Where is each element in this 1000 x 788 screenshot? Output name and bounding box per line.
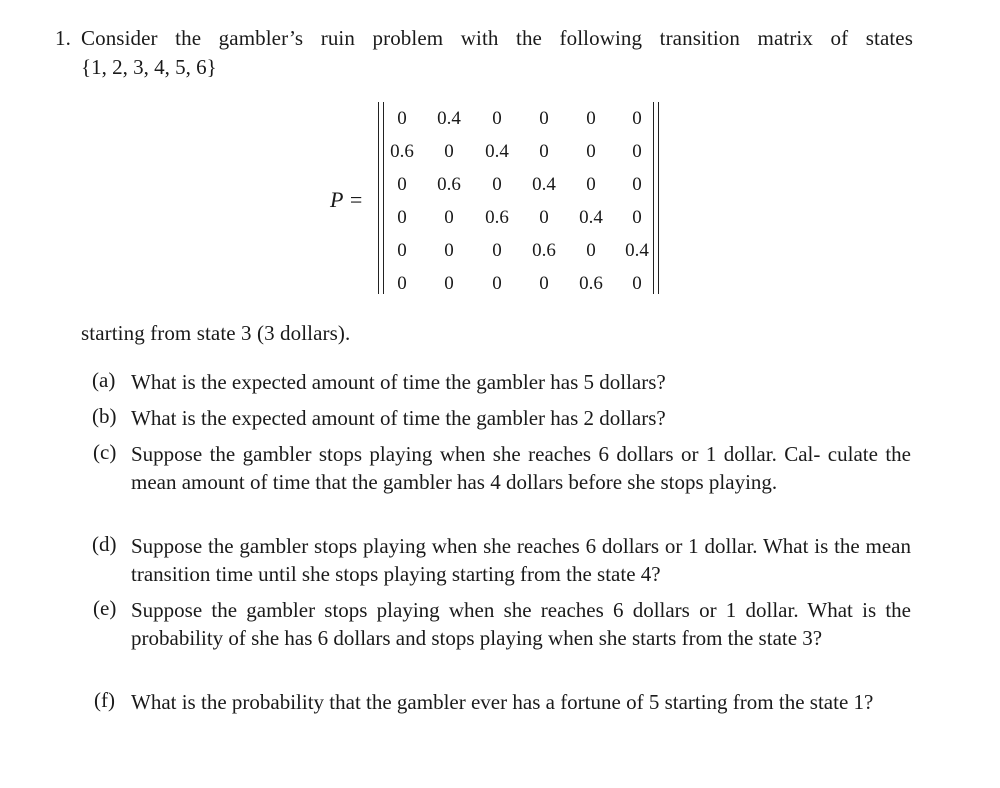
matrix-left-bar	[378, 102, 384, 294]
starting-text: starting from state 3 (3 dollars).	[81, 321, 351, 345]
matrix-cell: 0	[492, 240, 502, 261]
matrix-cell: 0	[539, 108, 549, 129]
matrix-cell: 0.6	[485, 207, 509, 228]
item-b-text: What is the expected amount of time the gambler has 2 dollars?	[131, 406, 666, 430]
item-a-label: (a)	[92, 368, 116, 392]
matrix-cell: 0	[539, 141, 549, 162]
matrix-cell: 0.4	[532, 174, 556, 195]
matrix-cell: 0	[632, 141, 642, 162]
matrix-cell: 0	[492, 174, 502, 195]
item-f-label: (f)	[94, 688, 115, 712]
matrix-cell: 0	[444, 141, 454, 162]
matrix-cell: 0	[586, 174, 596, 195]
item-a-text: What is the expected amount of time the gambler has 5 dollars?	[131, 370, 666, 394]
matrix-cell: 0	[632, 273, 642, 294]
item-d-label: (d)	[92, 532, 117, 556]
item-d-text: Suppose the gambler stops playing when she reaches 6 dollars or 1 dollar. What is the mean transition time until she stops playing starting from the state 4?	[131, 534, 911, 586]
matrix-cell: 0	[586, 141, 596, 162]
matrix-cell: 0	[586, 108, 596, 129]
problem-intro: Consider the gambler’s ruin problem with the following transition matrix of states	[81, 26, 913, 50]
matrix-cell: 0.6	[532, 240, 556, 261]
matrix-cell: 0	[492, 108, 502, 129]
matrix-cell: 0	[397, 240, 407, 261]
item-c-text: Suppose the gambler stops playing when she reaches 6 dollars or 1 dollar. Cal- culate the mean amount of time that the gambler has 4 dollars before she stops playing.	[131, 442, 911, 494]
matrix-cell: 0	[397, 207, 407, 228]
matrix-cell: 0	[444, 273, 454, 294]
matrix-cell: 0	[632, 174, 642, 195]
item-f-text: What is the probability that the gambler ever has a fortune of 5 starting from the state 1?	[131, 690, 874, 714]
matrix-cell: 0	[397, 174, 407, 195]
matrix-cell: 0	[539, 207, 549, 228]
matrix-cell: 0	[632, 207, 642, 228]
matrix-cell: 0.4	[579, 207, 603, 228]
item-b-label: (b)	[92, 404, 117, 428]
matrix-cell: 0	[586, 240, 596, 261]
matrix-cell: 0.4	[485, 141, 509, 162]
matrix-cell: 0	[444, 240, 454, 261]
matrix-cell: 0.6	[390, 141, 414, 162]
problem-number: 1.	[55, 26, 71, 50]
item-e-label: (e)	[93, 596, 117, 620]
matrix-cell: 0.6	[437, 174, 461, 195]
matrix-right-bar	[653, 102, 659, 294]
matrix-cell: 0	[397, 273, 407, 294]
item-e-text: Suppose the gambler stops playing when she reaches 6 dollars or 1 dollar. What is the probability of she has 6 dollars and stops playing when she starts from the state 3?	[131, 598, 911, 650]
matrix-cell: 0	[632, 108, 642, 129]
matrix-cell: 0	[539, 273, 549, 294]
matrix-cell: 0.6	[579, 273, 603, 294]
matrix-label: P =	[330, 187, 364, 212]
item-c-label: (c)	[93, 440, 117, 464]
matrix-cell: 0.4	[437, 108, 461, 129]
matrix-cell: 0	[444, 207, 454, 228]
matrix-cell: 0.4	[625, 240, 649, 261]
states-set: {1, 2, 3, 4, 5, 6}	[81, 55, 217, 79]
matrix-cell: 0	[492, 273, 502, 294]
matrix-cell: 0	[397, 108, 407, 129]
